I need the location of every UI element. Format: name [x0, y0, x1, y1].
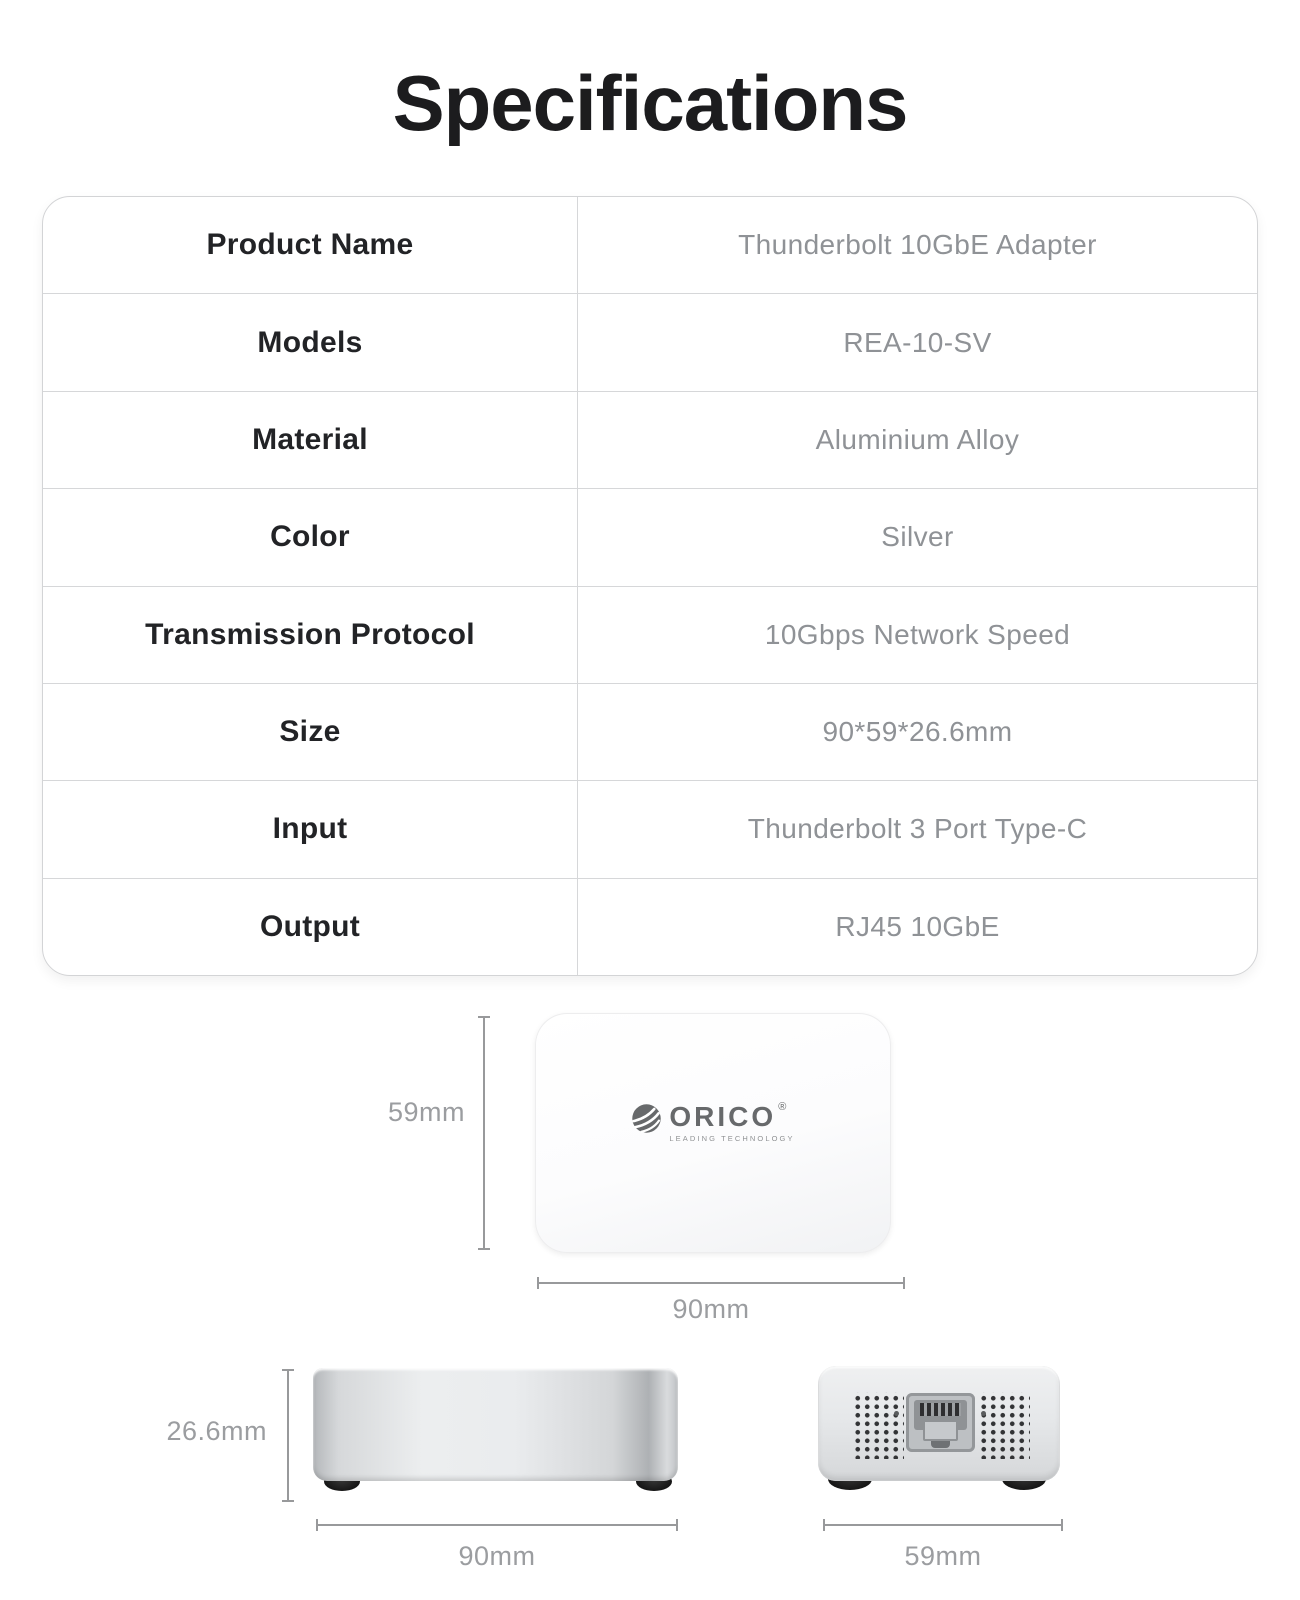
spec-label: Transmission Protocol	[43, 587, 578, 683]
orico-wordmark	[669, 1103, 794, 1143]
rj45-pins	[920, 1403, 961, 1416]
side-view-width-dim-line	[316, 1524, 678, 1526]
device-side-view-image	[313, 1368, 678, 1481]
vent-holes-grid	[851, 1392, 904, 1459]
page-title: Specifications	[392, 59, 908, 147]
spec-label: Color	[43, 489, 578, 585]
top-view-width-label: 90mm	[672, 1294, 750, 1324]
brand-name: ORICO	[669, 1101, 777, 1132]
spec-table	[42, 196, 1258, 976]
table-row	[43, 488, 1257, 585]
side-view-width-label: 90mm	[458, 1541, 536, 1571]
table-row	[43, 197, 1257, 293]
spec-value: 90*59*26.6mm	[822, 716, 1013, 748]
screw-dot	[894, 1411, 899, 1416]
spec-label: Material	[43, 392, 578, 488]
spec-label: Size	[43, 684, 578, 780]
table-row	[43, 293, 1257, 390]
table-row	[43, 391, 1257, 488]
rj45-clip-tab	[931, 1441, 950, 1448]
back-view-width-label: 59mm	[904, 1541, 982, 1571]
vent-holes-grid	[977, 1392, 1030, 1459]
back-view-width-dim-line	[823, 1524, 1063, 1526]
top-view-width-dim-line	[537, 1282, 905, 1284]
spec-value: RJ45 10GbE	[835, 910, 1000, 942]
spec-value: REA-10-SV	[843, 326, 992, 358]
rj45-inner-block	[923, 1420, 958, 1441]
device-back-view-image	[818, 1366, 1060, 1481]
spec-label: Product Name	[43, 197, 578, 293]
spec-value: Thunderbolt 3 Port Type-C	[747, 813, 1088, 845]
spec-value: Aluminium Alloy	[815, 423, 1020, 455]
table-row	[43, 878, 1257, 975]
orico-swirl-icon	[631, 1103, 662, 1139]
spec-value: 10Gbps Network Speed	[764, 618, 1071, 650]
spec-label: Models	[43, 294, 578, 390]
spec-label: Output	[43, 879, 578, 975]
side-view-height-dim-line	[287, 1369, 289, 1502]
spec-value: Thunderbolt 10GbE Adapter	[738, 229, 1097, 261]
rj45-port	[906, 1393, 975, 1452]
device-top-view-image	[535, 1013, 891, 1253]
spec-label: Input	[43, 781, 578, 877]
top-view-height-label: 59mm	[387, 1097, 465, 1127]
table-row	[43, 586, 1257, 683]
table-row	[43, 683, 1257, 780]
brand-tagline: LEADING TECHNOLOGY	[669, 1134, 795, 1143]
orico-logo	[631, 1103, 794, 1143]
registered-mark: ®	[778, 1101, 787, 1113]
table-row	[43, 780, 1257, 877]
spec-value: Silver	[881, 521, 954, 553]
side-view-height-label: 26.6mm	[166, 1416, 267, 1446]
screw-dot	[981, 1411, 986, 1416]
top-view-height-dim-line	[483, 1016, 485, 1250]
